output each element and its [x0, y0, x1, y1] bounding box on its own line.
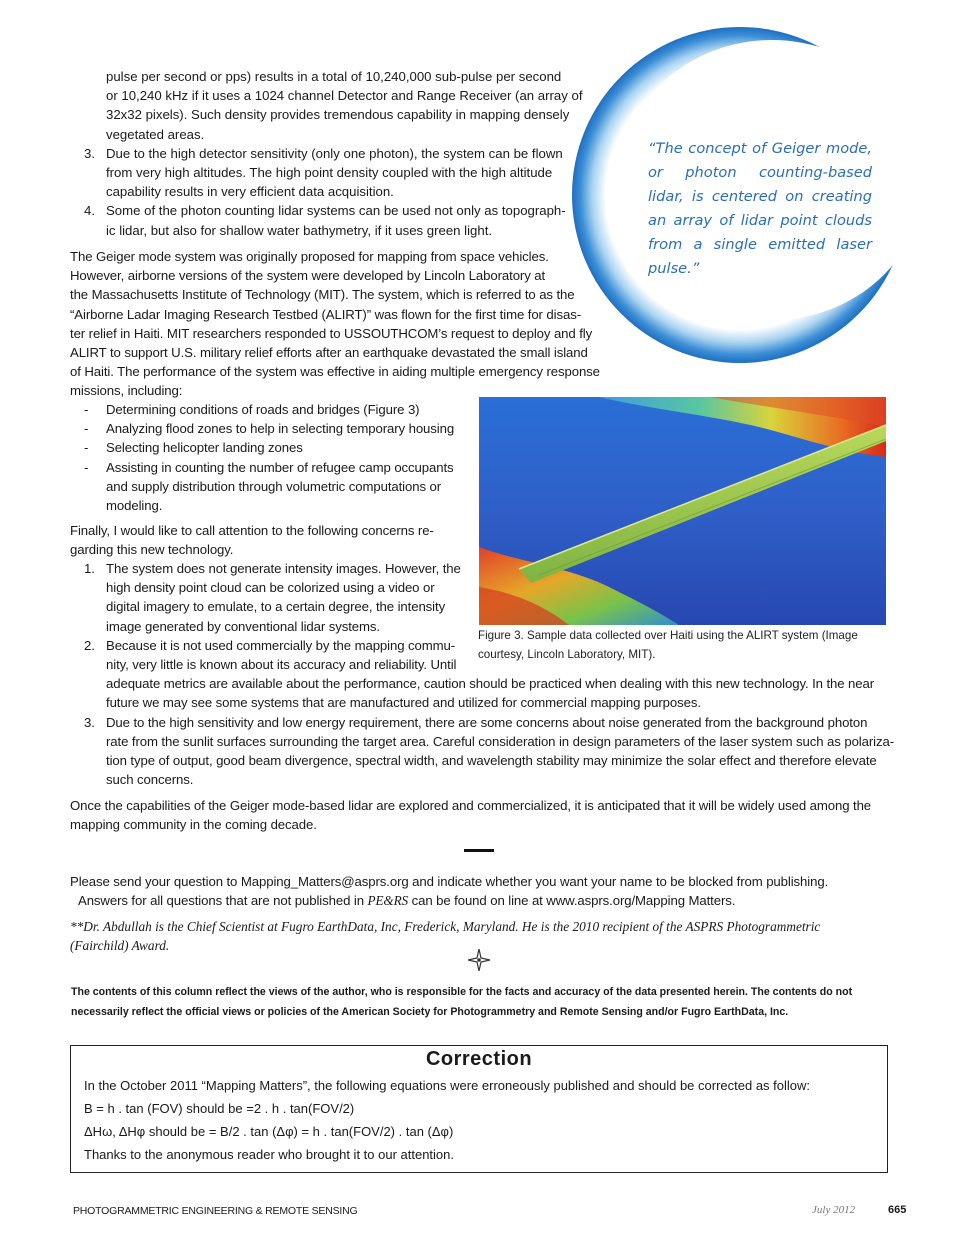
list-item-3	[84, 144, 584, 202]
correction-title: Correction	[425, 1048, 533, 1070]
send-question-note	[70, 872, 900, 910]
text-line: of Haiti. The performance of the system was effective in aiding multiple emergency response	[70, 364, 600, 380]
text-line: garding this new technology.	[70, 542, 234, 558]
text-line: digital imagery to emulate, to a certain degree, the intensity	[106, 599, 446, 615]
concern-item-3	[84, 713, 894, 790]
text-line: ALIRT to support U.S. military relief efforts after an earthquake devastated the small island	[70, 345, 588, 361]
section-divider	[464, 849, 494, 852]
text-line: pulse per second or pps) results in a total of 10,240,000 sub-pulse per second	[106, 69, 562, 84]
list-item	[84, 458, 474, 516]
correction-line: ΔHω, ΔHφ should be = B/2 . tan (Δφ) = h . tan(FOV/2) . tan (Δφ)	[84, 1124, 454, 1139]
list-item	[84, 438, 474, 457]
compass-star-icon	[468, 949, 490, 971]
paragraph-finally	[70, 521, 470, 559]
paragraph-once	[70, 796, 900, 834]
dash-bullet: -	[84, 421, 89, 437]
text-line: 32x32 pixels). Such density provides tremendous capability in mapping densely	[106, 107, 570, 123]
text-line: Due to the high sensitivity and low energy requirement, there are some concerns about noise generated from the background photon	[106, 714, 868, 730]
text-line: the Massachusetts Institute of Technology (MIT). The system, which is referred to as the	[70, 287, 575, 303]
caption-line: courtesy, Lincoln Laboratory, MIT).	[478, 647, 656, 661]
text-line: ter relief in Haiti. MIT researchers responded to USSOUTHCOM’s request to deploy and fly	[70, 325, 593, 341]
disclaimer	[71, 983, 891, 1022]
footer-journal: PHOTOGRAMMETRIC ENGINEERING & REMOTE SENSING	[73, 1205, 358, 1217]
text-line: tion type of output, good beam divergence, spectral width, and wavelength stability may minimize the solar effect and therefore elevate	[106, 753, 877, 769]
text-line: Assisting in counting the number of refugee camp occupants	[106, 459, 454, 475]
text-line: Analyzing flood zones to help in selecting temporary housing	[106, 421, 455, 437]
text-line: Please send your question to Mapping_Matters@asprs.org and indicate whether you want your name to be blocked from publishing.	[70, 874, 829, 889]
list-number: 4.	[84, 203, 95, 219]
caption-line: Figure 3. Sample data collected over Haiti using the ALIRT system (Image	[478, 629, 858, 642]
missions-list	[84, 400, 474, 515]
correction-box	[70, 1045, 888, 1173]
correction-line: B = h . tan (FOV) should be =2 . h . tan(FOV/2)	[84, 1101, 355, 1116]
text-segment: can be found on line at www.asprs.org/Mapping Matters.	[408, 893, 736, 909]
text-line: The system does not generate intensity images. However, the	[106, 561, 461, 576]
text-line: Determining conditions of roads and bridges (Figure 3)	[106, 402, 420, 417]
text-line: adequate metrics are available about the performance, caution should be practiced when dealing with this new technology. In the near	[106, 676, 875, 692]
text-line: The Geiger mode system was originally proposed for mapping from space vehicles.	[70, 249, 549, 264]
list-number: 3.	[84, 714, 95, 730]
dash-bullet: -	[84, 440, 89, 456]
text-line: **Dr. Abdullah is the Chief Scientist at Fugro EarthData, Inc, Frederick, Maryland. He is the 2010 recipient of the ASPRS Photogrammetric	[70, 919, 821, 934]
journal-name: PE&RS	[367, 893, 409, 909]
list-number: 3.	[84, 145, 95, 161]
text-line: high density point cloud can be colorized using a video or	[106, 580, 435, 596]
text-line: The contents of this column reflect the views of the author, who is responsible for the facts and accuracy of the data presented herein. The contents do not	[71, 986, 853, 998]
text-line: necessarily reflect the official views or policies of the American Society for Photogrammetry and Remote Sensing and/or Fugro EarthData, Inc.	[71, 1005, 789, 1018]
text-line: from very high altitudes. The high point density coupled with the high altitude	[106, 165, 553, 181]
text-line: Finally, I would like to call attention to the following concerns re-	[70, 523, 434, 538]
list-number: 1.	[84, 561, 95, 576]
dash-bullet: -	[84, 459, 89, 475]
list-item-4	[84, 201, 584, 239]
text-line: modeling.	[106, 498, 163, 514]
text-line: image generated by conventional lidar systems.	[106, 618, 380, 634]
text-line	[78, 891, 900, 910]
text-line: such concerns.	[106, 772, 194, 788]
text-line: However, airborne versions of the system were developed by Lincoln Laboratory at	[70, 268, 546, 284]
text-line: Once the capabilities of the Geiger mode-based lidar are explored and commercialized, it is anticipated that it will be widely used among the	[70, 798, 872, 813]
text-line: Selecting helicopter landing zones	[106, 440, 303, 456]
text-line: capability results in very efficient data acquisition.	[106, 184, 394, 200]
text-line: (Fairchild) Award.	[70, 938, 170, 953]
text-line: mapping community in the coming decade.	[70, 817, 317, 833]
text-line: or 10,240 kHz if it uses a 1024 channel Detector and Range Receiver (an array of	[106, 88, 583, 104]
pull-quote: “The concept of Geiger mode, or photon counting-based lidar, is centered on creating an array of lidar point clouds from a single emitted laser pulse.”	[648, 140, 872, 277]
list-number: 2.	[84, 637, 95, 653]
text-line: and supply distribution through volumetric computations or	[106, 478, 442, 494]
figure-3-lidar-image	[479, 397, 886, 625]
text-line: Due to the high detector sensitivity (only one photon), the system can be flown	[106, 145, 563, 161]
text-line: ic lidar, but also for shallow water bathymetry, if it uses green light.	[106, 222, 493, 238]
list-item	[84, 400, 474, 419]
text-segment: Answers for all questions that are not published in	[78, 893, 368, 909]
dash-bullet: -	[84, 402, 89, 417]
list-item-2-continued	[106, 67, 584, 144]
figure-caption	[478, 627, 890, 664]
top-list	[84, 67, 584, 240]
text-line: Because it is not used commercially by the mapping commu-	[106, 637, 456, 653]
text-line: “Airborne Ladar Imaging Research Testbed (ALIRT)” was flown for the first time for disas-	[70, 306, 581, 322]
correction-line: Thanks to the anonymous reader who brought it to our attention.	[84, 1147, 455, 1162]
list-item	[84, 419, 474, 438]
paragraph-geiger-mode	[70, 247, 610, 401]
footer-date: July 2012	[812, 1204, 856, 1216]
text-line: nity, very little is known about its accuracy and reliability. Until	[106, 657, 457, 673]
footer-page-number: 665	[888, 1204, 907, 1216]
text-line: rate from the sunlit surfaces surrounding the target area. Careful consideration in design parameters of the laser system such as polariza-	[106, 733, 895, 749]
text-line: vegetated areas.	[106, 126, 205, 142]
correction-line: In the October 2011 “Mapping Matters”, the following equations were erroneously published and should be corrected as follow:	[84, 1078, 811, 1093]
text-line: future we may see some systems that are manufactured and utilized for commercial mapping purposes.	[106, 695, 701, 711]
text-line: missions, including:	[70, 383, 183, 399]
text-line: Some of the photon counting lidar systems can be used not only as topograph-	[106, 203, 566, 219]
